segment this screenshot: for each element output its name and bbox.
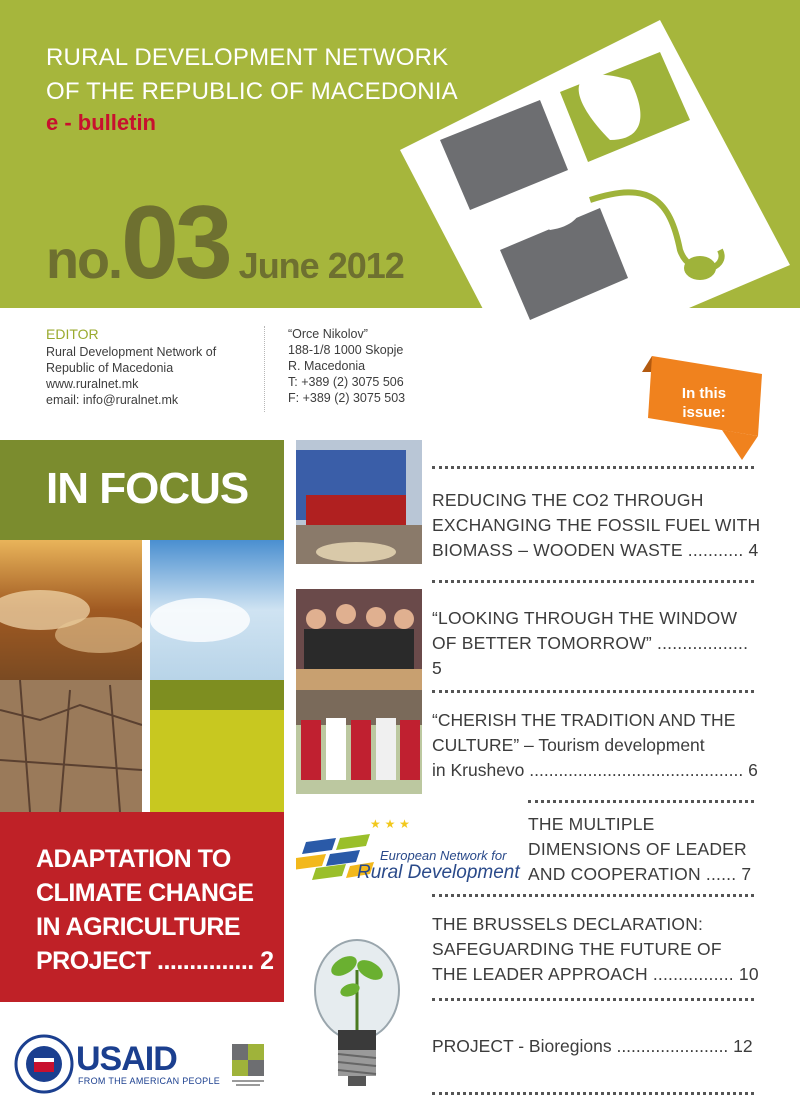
toc-line: THE LEADER APPROACH ................ 10 [432, 964, 759, 984]
editor-email[interactable]: email: info@ruralnet.mk [46, 393, 179, 407]
title-line2: OF THE REPUBLIC OF MACEDONIA [46, 78, 458, 105]
toc-line: in Krushevo ............................................ 6 [432, 760, 758, 780]
subtitle: e - bulletin [46, 110, 156, 135]
toc-line: THE MULTIPLE [528, 814, 655, 834]
toc-item-window[interactable] [432, 606, 762, 681]
toc-line: CULTURE” – Tourism development [432, 735, 705, 755]
issue-tag-line2: issue: [682, 404, 726, 421]
in-focus-bar [0, 440, 284, 540]
adaptation-line4: PROJECT ............... 2 [36, 947, 274, 975]
toc-divider [432, 466, 754, 469]
toc-divider [432, 998, 754, 1001]
toc-line: PROJECT - Bioregions ....................... 12 [432, 1036, 753, 1056]
editor-org-line1: Rural Development Network of [46, 345, 217, 359]
toc-line: EXCHANGING THE FOSSIL FUEL WITH [432, 515, 761, 535]
address-phone: T: +389 (2) 3075 506 [288, 375, 404, 389]
adaptation-line2: CLIMATE CHANGE [36, 879, 254, 907]
biomass-photo [296, 440, 422, 564]
toc-divider [528, 800, 754, 803]
issue-prefix: no. [46, 230, 121, 290]
rdn-small-logo-icon [228, 1040, 268, 1090]
editor-label: EDITOR [46, 326, 99, 342]
toc-divider [432, 1092, 754, 1095]
divider [264, 326, 265, 412]
toc-line: DIMENSIONS OF LEADER [528, 839, 747, 859]
issue-number: 03 [120, 185, 229, 301]
toc-divider [432, 894, 754, 897]
issue-date: June 2012 [238, 245, 404, 286]
toc-item-brussels[interactable] [432, 912, 762, 987]
adaptation-project-title [36, 842, 276, 978]
address-country: R. Macedonia [288, 359, 366, 373]
usaid-tagline: FROM THE AMERICAN PEOPLE [78, 1076, 221, 1086]
toc-item-bioregions[interactable] [432, 1034, 762, 1059]
issue-line [46, 184, 404, 303]
toc-divider [432, 580, 754, 583]
editor-block [46, 326, 216, 408]
address-fax: F: +389 (2) 3075 503 [288, 391, 406, 405]
toc-item-krushevo[interactable] [432, 708, 762, 783]
krushevo-tradition-photo [296, 690, 422, 794]
climate-photo [0, 540, 284, 812]
address-block [288, 326, 405, 406]
toc-item-biomass[interactable] [432, 488, 762, 563]
address-street: “Orce Nikolov” [288, 327, 368, 341]
toc-item-leader[interactable] [528, 812, 768, 887]
adaptation-line1: ADAPTATION TO [36, 845, 231, 873]
editor-website[interactable]: www.ruralnet.mk [46, 377, 139, 391]
toc-line: THE BRUSSELS DECLARATION: [432, 914, 704, 934]
toc-line: “LOOKING THROUGH THE WINDOW [432, 608, 738, 628]
adaptation-line3: IN AGRICULTURE [36, 913, 241, 941]
issue-tag-text [664, 384, 744, 422]
usaid-wordmark: USAID [76, 1040, 177, 1078]
toc-line: “CHERISH THE TRADITION AND THE [432, 710, 736, 730]
title-line1: RURAL DEVELOPMENT NETWORK [46, 44, 449, 71]
lightbulb-plant-icon [310, 930, 404, 1100]
adaptation-project-block[interactable] [0, 812, 284, 1002]
in-focus-heading: IN FOCUS [46, 464, 249, 513]
editor-org-line2: Republic of Macedonia [46, 361, 174, 375]
toc-line: BIOMASS – WOODEN WASTE ........... 4 [432, 540, 759, 560]
enrd-line2: Rural Development [357, 862, 520, 883]
toc-line: REDUCING THE CO2 THROUGH [432, 490, 704, 510]
toc-divider [432, 690, 754, 693]
toc-line: SAFEGUARDING THE FUTURE OF [432, 939, 722, 959]
usaid-seal-icon [14, 1034, 74, 1094]
enrd-line1: European Network for [380, 848, 507, 863]
toc-line: AND COOPERATION ...... 7 [528, 864, 752, 884]
issue-tag-line1: In this [681, 385, 727, 402]
svg-text:★ ★ ★: ★ ★ ★ [370, 817, 410, 831]
women-group-photo [296, 580, 422, 704]
address-city: 188-1/8 1000 Skopje [288, 343, 404, 357]
toc-line: OF BETTER TOMORROW” .................. 5 [432, 633, 749, 678]
rdn-logo-icon [400, 20, 790, 380]
